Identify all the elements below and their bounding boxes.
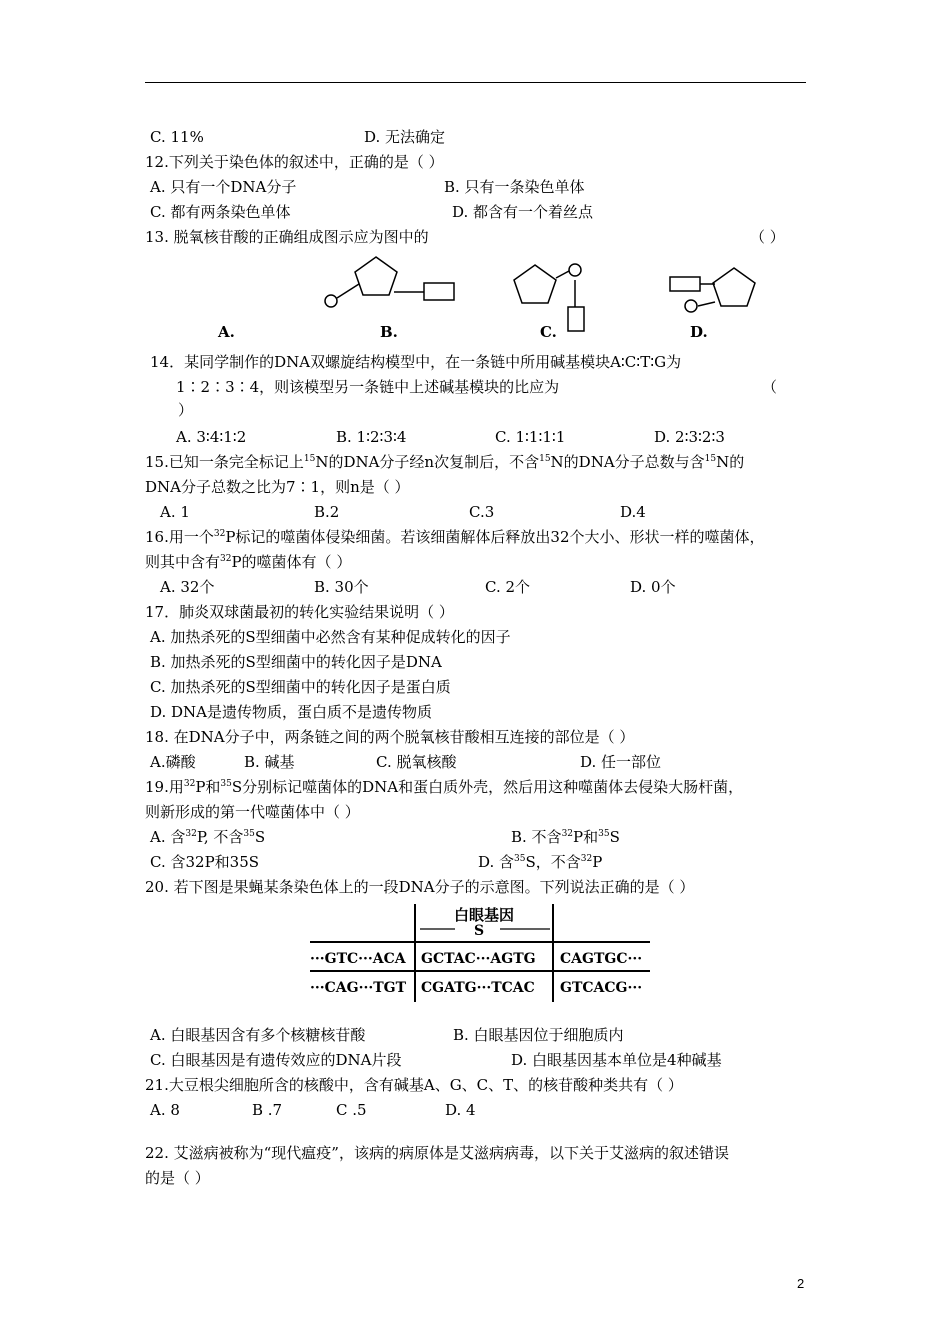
q14-option-a: A. 3∶4∶1∶2	[176, 428, 247, 446]
q16-option-a: A. 32个	[160, 578, 215, 596]
q16-option-c: C. 2个	[485, 578, 531, 596]
q12-option-a: A. 只有一个DNA分子	[150, 178, 297, 196]
q22-stem-line1: 22. 艾滋病被称为“现代瘟疫”，该病的病原体是艾滋病病毒，以下关于艾滋病的叙述错误	[145, 1144, 729, 1162]
q13-diagram-b	[514, 264, 584, 331]
q21-option-d: D. 4	[445, 1101, 476, 1119]
base-rect	[424, 283, 454, 300]
q13-label-a: A.	[218, 323, 235, 341]
q12-option-b: B. 只有一条染色单体	[444, 178, 585, 196]
q18-option-a: A.磷酸	[150, 753, 196, 771]
gene-label-s: S	[473, 923, 485, 939]
q19-option-a: A. 含$^{32}$P, 不含$^{35}$S	[150, 828, 266, 846]
q16-option-d: D. 0个	[630, 578, 676, 596]
strand1-left: ···GTC···ACA	[310, 951, 406, 967]
page-number: 2	[797, 1276, 805, 1291]
q20-dna-figure	[300, 900, 660, 1012]
pentagon-sugar	[355, 257, 397, 295]
q18-option-b: B. 碱基	[244, 753, 295, 771]
q16-option-b: B. 30个	[314, 578, 369, 596]
q13-label-b: B.	[380, 323, 398, 341]
q19-stem-line2: 则新形成的第一代噬菌体中（ ）	[145, 803, 360, 821]
q20-option-c: C. 白眼基因是有遗传效应的DNA片段	[150, 1051, 402, 1069]
pentagon-sugar	[514, 265, 556, 303]
q15-option-b: B.2	[314, 503, 340, 521]
q12-option-d: D. 都含有一个着丝点	[452, 203, 594, 221]
q21-option-a: A. 8	[150, 1101, 180, 1119]
q15-option-d: D.4	[620, 503, 646, 521]
q20-option-b: B. 白眼基因位于细胞质内	[453, 1026, 624, 1044]
q16-stem-line1: 16.用一个$^{32}$P标记的噬菌体侵染细菌。若该细菌解体后释放出32个大小、形状一样的噬菌体，	[145, 528, 765, 546]
q11-option-c: C. 11%	[150, 128, 204, 146]
strand2-left: ···CAG···TGT	[310, 980, 406, 996]
q16-stem-line2: 则其中含有$^{32}$P的噬菌体有（ ）	[145, 553, 352, 571]
gene-title: 白眼基因	[453, 906, 515, 924]
q14-stem-line2: 1∶2∶3∶4，则该模型另一条链中上述碱基模块的比应为	[176, 378, 560, 396]
q17-option-a: A. 加热杀死的S型细菌中必然含有某种促成转化的因子	[150, 628, 511, 646]
q13-bracket: （ ）	[750, 228, 785, 246]
q22-stem-line2: 的是（ ）	[145, 1169, 210, 1187]
q17-option-d: D. DNA是遗传物质，蛋白质不是遗传物质	[150, 703, 433, 721]
q20-option-d: D. 白眼基因基本单位是4种碱基	[511, 1051, 722, 1069]
phosphate-circle	[325, 295, 337, 307]
q14-option-c: C. 1∶1∶1∶1	[495, 428, 566, 446]
q13-diagram-a	[325, 257, 454, 307]
q13-stem: 13. 脱氧核苷酸的正确组成图示应为图中的	[145, 228, 429, 246]
q11-option-d: D. 无法确定	[364, 128, 446, 146]
q14-bracket-close: ）	[178, 401, 194, 419]
q14-bracket-open: （	[762, 378, 778, 396]
phosphate-bond	[337, 284, 359, 298]
pentagon-sugar	[713, 268, 755, 306]
q21-stem: 21.大豆根尖细胞所含的核酸中，含有碱基A、G、C、T、的核苷酸种类共有（ ）	[145, 1076, 683, 1094]
q21-option-b: B .7	[252, 1101, 283, 1119]
q15-stem-line2: DNA分子总数之比为7∶1，则n是（ ）	[145, 478, 410, 496]
q13-label-c: C.	[540, 323, 557, 341]
strand2-gene: CGATG···TCAC	[421, 980, 535, 996]
q18-option-c: C. 脱氧核酸	[376, 753, 457, 771]
header-rule	[145, 82, 806, 83]
q14-stem-line1: 14．某同学制作的DNA双螺旋结构模型中，在一条链中所用碱基模块A∶C∶T∶G为	[150, 353, 682, 371]
q15-option-a: A. 1	[160, 503, 190, 521]
q17-option-c: C. 加热杀死的S型细菌中的转化因子是蛋白质	[150, 678, 451, 696]
q18-stem: 18. 在DNA分子中，两条链之间的两个脱氧核苷酸相互连接的部位是（ ）	[145, 728, 635, 746]
q12-option-c: C. 都有两条染色单体	[150, 203, 291, 221]
q20-option-a: A. 白眼基因含有多个核糖核苷酸	[150, 1026, 366, 1044]
q18-option-d: D. 任一部位	[580, 753, 662, 771]
strand2-right: GTCACG···	[560, 980, 643, 996]
q14-option-b: B. 1∶2∶3∶4	[336, 428, 407, 446]
q17-stem: 17．肺炎双球菌最初的转化实验结果说明（ ）	[145, 603, 454, 621]
q15-stem-line1: 15.已知一条完全标记上$^{15}$N的DNA分子经n次复制后，不含$^{15}$N的DNA分子总数与含$^{15}$N的	[145, 453, 745, 471]
q13-label-d: D.	[690, 323, 708, 341]
q12-stem: 12.下列关于染色体的叙述中，正确的是（ ）	[145, 153, 444, 171]
strand1-right: CAGTGC···	[560, 951, 643, 967]
q20-stem: 20. 若下图是果蝇某条染色体上的一段DNA分子的示意图。下列说法正确的是（ ）	[145, 878, 695, 896]
q19-option-b: B. 不含$^{32}$P和$^{35}$S	[511, 828, 620, 846]
strand1-gene: GCTAC···AGTG	[421, 951, 536, 967]
q21-option-c: C .5	[336, 1101, 367, 1119]
q14-option-d: D. 2∶3∶2∶3	[654, 428, 725, 446]
q19-stem-line1: 19.用$^{32}$P和$^{35}$S分别标记噬菌体的DNA和蛋白质外壳，然后用这种噬菌体去侵染大肠杆菌，	[145, 778, 744, 796]
q19-option-c: C. 含32P和35S	[150, 853, 260, 871]
q13-diagram-c	[670, 268, 755, 312]
q17-option-b: B. 加热杀死的S型细菌中的转化因子是DNA	[150, 653, 442, 671]
q15-option-c: C.3	[469, 503, 495, 521]
q19-option-d: D. 含$^{35}$S，不含$^{32}$P	[478, 853, 603, 871]
